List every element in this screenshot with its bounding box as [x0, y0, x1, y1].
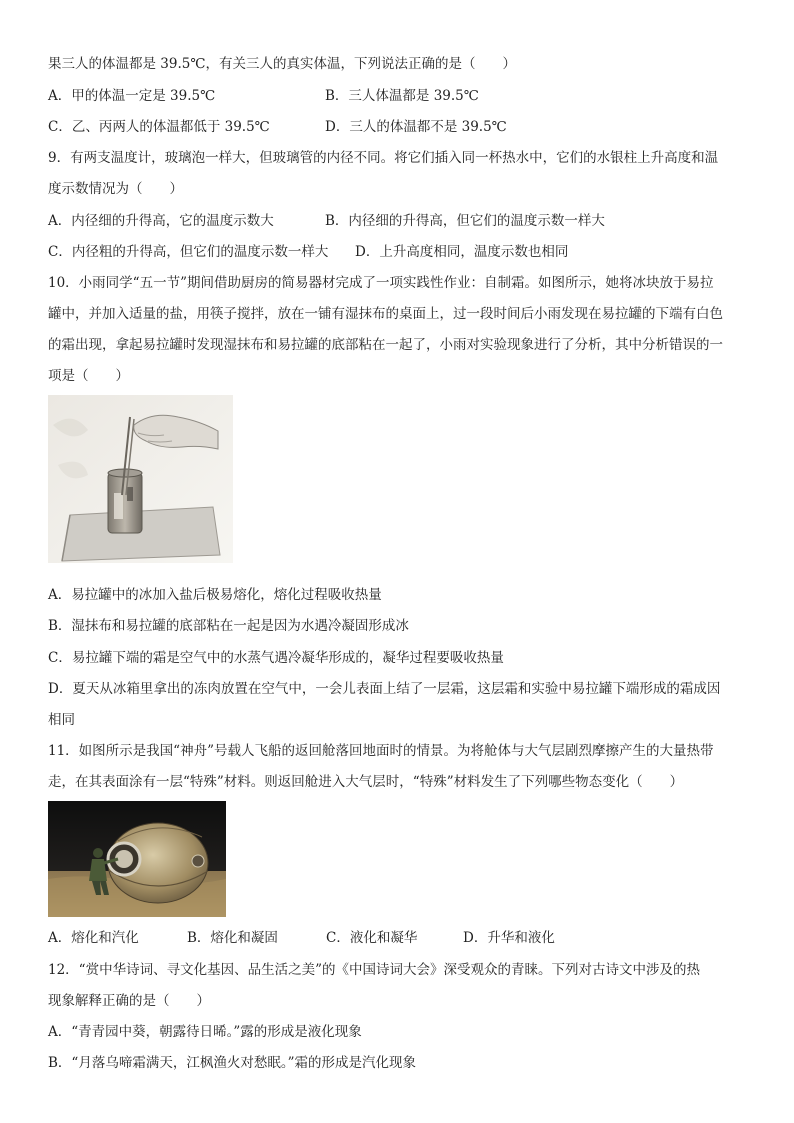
q12-option-b: B．“月落乌啼霜满天，江枫渔火对愁眠。”霜的形成是汽化现象	[48, 1055, 416, 1071]
q11-option-c: C．液化和凝华	[326, 930, 418, 946]
q12-stem-line2: 现象解释正确的是（ ）	[48, 993, 210, 1009]
q10-option-d-line1: D．夏天从冰箱里拿出的冻肉放置在空气中，一会儿表面上结了一层霜，这层霜和实验中易拉罐下端形成的霜成因	[48, 681, 721, 697]
q10-option-d-line2: 相同	[48, 712, 75, 728]
q9-stem-line1: 9．有两支温度计，玻璃泡一样大，但玻璃管的内径不同。将它们插入同一杯热水中，它们的水银柱上升高度和温	[48, 150, 719, 166]
q8-option-c: C．乙、丙两人的体温都低于 39.5℃	[48, 119, 270, 135]
q11-stem-line1: 11．如图所示是我国“神舟”号载人飞船的返回舱落回地面时的情景。为将舱体与大气层剧烈摩擦产生的大量热带	[48, 743, 714, 759]
q10-option-b: B．湿抹布和易拉罐的底部粘在一起是因为水遇冷凝固形成冰	[48, 618, 409, 634]
q11-figure-capsule-photo	[48, 801, 226, 917]
q10-option-c: C．易拉罐下端的霜是空气中的水蒸气遇冷凝华形成的，凝华过程要吸收热量	[48, 650, 504, 666]
q11-stem-line2: 走，在其表面涂有一层“特殊”材料。则返回舱进入大气层时，“特殊”材料发生了下列哪些物态变化（ ）	[48, 774, 684, 790]
q10-stem-line4: 项是（ ）	[48, 368, 129, 384]
q9-option-b: B．内径细的升得高，但它们的温度示数一样大	[325, 213, 605, 229]
q10-stem-line3: 的霜出现，拿起易拉罐时发现湿抹布和易拉罐的底部粘在一起了，小雨对实验现象进行了分析，其中分析错误的一	[48, 337, 723, 353]
q8-option-b: B．三人体温都是 39.5℃	[325, 88, 479, 104]
q9-option-a: A．内径细的升得高，它的温度示数大	[48, 213, 274, 229]
q8-option-a: A．甲的体温一定是 39.5℃	[48, 88, 216, 104]
q10-option-a: A．易拉罐中的冰加入盐后极易熔化，熔化过程吸收热量	[48, 587, 382, 603]
q12-stem-line1: 12．“赏中华诗词、寻文化基因、品生活之美”的《中国诗词大会》深受观众的青睐。下列对古诗文中涉及的热	[48, 962, 700, 978]
q8-option-d: D．三人的体温都不是 39.5℃	[325, 119, 507, 135]
q9-option-d: D．上升高度相同，温度示数也相同	[355, 244, 569, 260]
q10-stem-line1: 10．小雨同学“五一节”期间借助厨房的简易器材完成了一项实践性作业：自制霜。如图所示，她将冰块放于易拉	[48, 275, 714, 291]
q11-option-b: B．熔化和凝固	[187, 930, 278, 946]
q12-option-a: A．“青青园中葵，朝露待日晞。”露的形成是液化现象	[48, 1024, 362, 1040]
q8-stem: 果三人的体温都是 39.5℃，有关三人的真实体温，下列说法正确的是（ ）	[48, 56, 516, 72]
q9-stem-line2: 度示数情况为（ ）	[48, 181, 183, 197]
q11-option-a: A．熔化和汽化	[48, 930, 139, 946]
q11-option-d: D．升华和液化	[463, 930, 555, 946]
q10-figure-can-photo	[48, 395, 233, 563]
q9-option-c: C．内径粗的升得高，但它们的温度示数一样大	[48, 244, 329, 260]
q10-stem-line2: 罐中，并加入适量的盐，用筷子搅拌，放在一铺有湿抹布的桌面上，过一段时间后小雨发现在易拉罐的下端有白色	[48, 306, 723, 322]
